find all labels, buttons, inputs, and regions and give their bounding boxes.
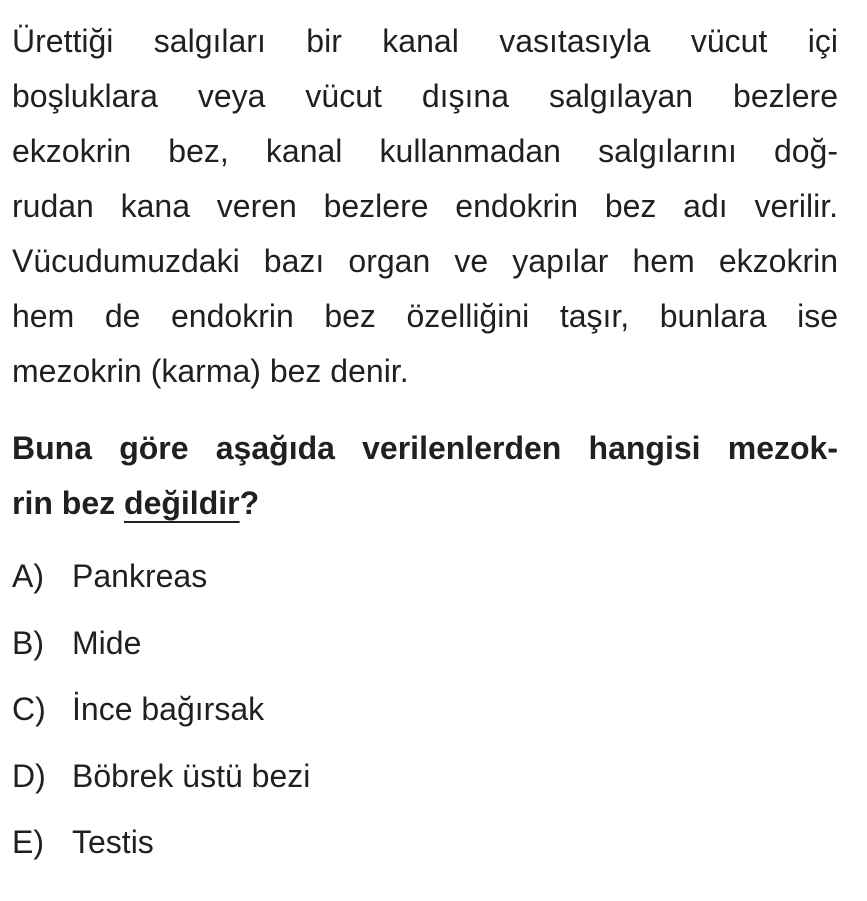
passage-line: mezokrin (karma) bez denir. [12, 353, 409, 389]
option-text: Testis [72, 824, 154, 860]
question-emphasis: değildir [124, 485, 240, 521]
option-text: Böbrek üstü bezi [72, 757, 311, 794]
question-page [12, 14, 838, 876]
option-letter: B) [12, 624, 44, 661]
question-line-suffix: ? [239, 485, 260, 521]
passage-line: Ürettiği salgıları bir kanal vasıtasıyla vücut içi [12, 23, 838, 59]
passage-line: rudan kana veren bezlere endokrin bez adı verilir. [12, 188, 838, 224]
question-stem [12, 421, 838, 531]
question-line-prefix: rin bez [12, 485, 125, 521]
option-d[interactable] [12, 743, 838, 810]
answer-options [12, 543, 838, 876]
passage-line: boşluklara veya vücut dışına salgılayan bezlere [12, 78, 838, 114]
option-b[interactable] [12, 610, 838, 677]
option-letter: E) [12, 824, 44, 860]
option-a[interactable] [12, 543, 838, 610]
passage-line: hem de endokrin bez özelliğini taşır, bunlara ise [12, 298, 838, 334]
question-line: Buna göre aşağıda verilenlerden hangisi mezok- [12, 430, 838, 466]
option-c[interactable] [12, 676, 838, 743]
passage-line: ekzokrin bez, kanal kullanmadan salgılarını doğ- [12, 133, 838, 169]
option-letter: A) [12, 558, 44, 594]
question-line [12, 476, 838, 531]
passage-line: Vücudumuzdaki bazı organ ve yapılar hem ekzokrin [12, 243, 838, 279]
option-letter: D) [12, 757, 46, 794]
option-letter: C) [12, 691, 46, 727]
option-text: İnce bağırsak [72, 691, 265, 727]
option-text: Pankreas [72, 558, 208, 594]
option-text: Mide [72, 624, 142, 661]
question-passage [12, 14, 838, 399]
option-e[interactable] [12, 809, 838, 876]
